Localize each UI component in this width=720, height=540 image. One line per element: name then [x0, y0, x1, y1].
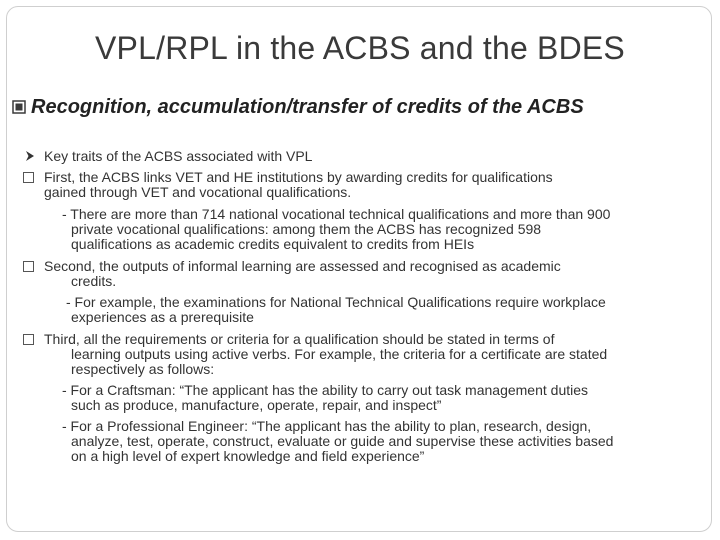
list-item-line: - There are more than 714 national vocational technical qualifications and more than 900: [62, 206, 611, 222]
slide-title: VPL/RPL in the ACBS and the BDES: [95, 30, 625, 66]
list-item-line: on a high level of expert knowledge and field experience”: [71, 448, 425, 464]
list-item-line: Third, all the requirements or criteria for a qualification should be stated in terms of: [44, 331, 555, 347]
list-item-line: - For a Professional Engineer: “The applicant has the ability to plan, research, design,: [62, 418, 592, 434]
list-item-line: learning outputs using active verbs. For example, the criteria for a certificate are stated: [71, 346, 608, 362]
list-item-line: First, the ACBS links VET and HE institutions by awarding credits for qualifications: [44, 169, 553, 185]
square-bullet-icon: [23, 261, 34, 272]
square-bullet-icon: [23, 172, 34, 183]
square-bullet-icon: [23, 334, 34, 345]
list-item-line: such as produce, manufacture, operate, repair, and inspect”: [71, 397, 442, 413]
list-item-line: private vocational qualifications: among them the ACBS has recognized 598: [71, 221, 542, 237]
list-item-line: credits.: [71, 273, 117, 289]
list-item-line: - For example, the examinations for National Technical Qualifications require workplace: [66, 294, 606, 310]
list-item-line: - For a Craftsman: “The applicant has the ability to carry out task management duties: [62, 382, 589, 398]
section-heading: [12, 97, 702, 118]
checkbox-bullet-icon: [12, 100, 26, 114]
list-item-line: analyze, test, operate, construct, evaluate or guide and supervise these activities based: [71, 433, 614, 449]
list-item-line: experiences as a prerequisite: [71, 309, 254, 325]
list-item-line: gained through VET and vocational qualifications.: [44, 184, 352, 200]
list-item-line: Key traits of the ACBS associated with VPL: [44, 148, 313, 164]
section-heading-text: Recognition, accumulation/transfer of credits of the ACBS: [31, 96, 584, 118]
list-item-line: Second, the outputs of informal learning are assessed and recognised as academic: [44, 258, 561, 274]
arrow-bullet-icon: [25, 150, 35, 162]
list-item-line: qualifications as academic credits equivalent to credits from HEIs: [71, 236, 475, 252]
list-item-line: respectively as follows:: [71, 361, 215, 377]
